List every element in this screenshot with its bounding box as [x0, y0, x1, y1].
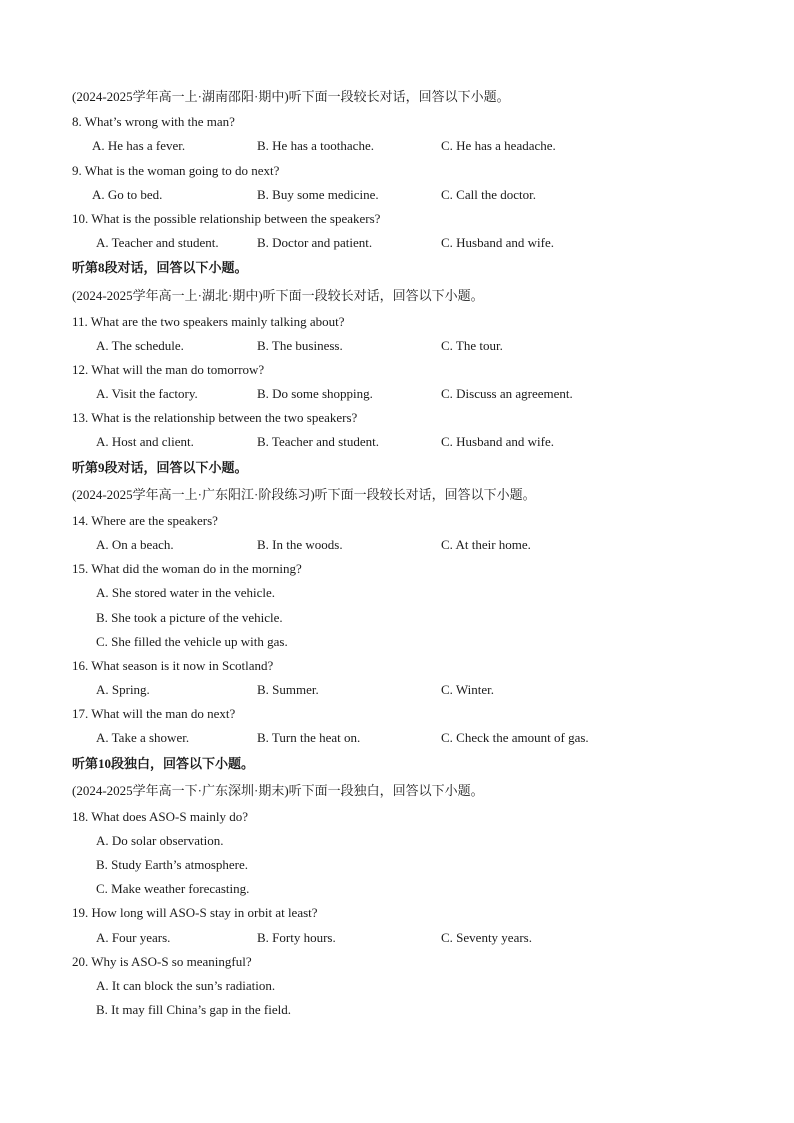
question-text: 20. Why is ASO-S so meaningful?: [72, 954, 252, 969]
option-c: C. At their home.: [441, 537, 531, 552]
question-text: 19. How long will ASO-S stay in orbit at least?: [72, 905, 318, 920]
section-heading: 听第8段对话，回答以下小题。: [72, 260, 248, 275]
option-b: B. She took a picture of the vehicle.: [96, 610, 283, 625]
option-a: A. Four years.: [96, 930, 171, 945]
option-a: A. Do solar observation.: [96, 833, 224, 848]
option-a: A. She stored water in the vehicle.: [96, 585, 276, 600]
option-b: B. It may fill China’s gap in the field.: [96, 1002, 291, 1017]
question-text: 18. What does ASO-S mainly do?: [72, 809, 248, 824]
section-source: (2024-2025学年高一上·湖北·期中)听下面一段较长对话，回答以下小题。: [72, 288, 484, 303]
question-text: 16. What season is it now in Scotland?: [72, 658, 274, 673]
option-c: C. The tour.: [441, 338, 503, 353]
question-text: 9. What is the woman going to do next?: [72, 163, 280, 178]
option-b: B. Teacher and student.: [257, 434, 379, 449]
section-source: (2024-2025学年高一下·广东深圳·期末)听下面一段独白，回答以下小题。: [72, 783, 484, 798]
option-a: A. The schedule.: [96, 338, 184, 353]
option-c: C. Check the amount of gas.: [441, 730, 589, 745]
option-a: A. Go to bed.: [92, 187, 163, 202]
option-b: B. Forty hours.: [257, 930, 336, 945]
option-b: B. Summer.: [257, 682, 319, 697]
question-text: 14. Where are the speakers?: [72, 513, 218, 528]
option-b: B. Buy some medicine.: [257, 187, 379, 202]
option-c: C. Make weather forecasting.: [96, 881, 250, 896]
option-a: A. Take a shower.: [96, 730, 190, 745]
option-a: A. Visit the factory.: [96, 386, 198, 401]
option-b: B. Doctor and patient.: [257, 235, 373, 250]
option-c: C. He has a headache.: [441, 138, 556, 153]
question-text: 13. What is the relationship between the two speakers?: [72, 410, 358, 425]
section-source: (2024-2025学年高一上·湖南邵阳·期中)听下面一段较长对话，回答以下小题。: [72, 89, 510, 104]
option-c: C. Husband and wife.: [441, 434, 555, 449]
option-b: B. In the woods.: [257, 537, 343, 552]
option-a: A. It can block the sun’s radiation.: [96, 978, 276, 993]
section-heading: 听第10段独白，回答以下小题。: [72, 756, 255, 771]
option-b: B. Turn the heat on.: [257, 730, 361, 745]
question-text: 15. What did the woman do in the morning?: [72, 561, 302, 576]
option-c: C. Call the doctor.: [441, 187, 536, 202]
question-text: 17. What will the man do next?: [72, 706, 236, 721]
option-a: A. Teacher and student.: [96, 235, 219, 250]
option-b: B. Do some shopping.: [257, 386, 373, 401]
option-a: A. Host and client.: [96, 434, 194, 449]
option-a: A. Spring.: [96, 682, 150, 697]
section-heading: 听第9段对话，回答以下小题。: [72, 460, 248, 475]
question-text: 11. What are the two speakers mainly talking about?: [72, 314, 345, 329]
option-c: C. Seventy years.: [441, 930, 532, 945]
question-text: 10. What is the possible relationship between the speakers?: [72, 211, 381, 226]
question-text: 8. What’s wrong with the man?: [72, 114, 235, 129]
question-text: 12. What will the man do tomorrow?: [72, 362, 265, 377]
option-a: A. He has a fever.: [92, 138, 186, 153]
option-b: B. He has a toothache.: [257, 138, 374, 153]
option-c: C. She filled the vehicle up with gas.: [96, 634, 288, 649]
option-b: B. The business.: [257, 338, 343, 353]
section-source: (2024-2025学年高一上·广东阳江·阶段练习)听下面一段较长对话，回答以下小题。: [72, 487, 536, 502]
option-c: C. Husband and wife.: [441, 235, 555, 250]
option-c: C. Discuss an agreement.: [441, 386, 573, 401]
option-a: A. On a beach.: [96, 537, 174, 552]
option-c: C. Winter.: [441, 682, 495, 697]
option-b: B. Study Earth’s atmosphere.: [96, 857, 249, 872]
